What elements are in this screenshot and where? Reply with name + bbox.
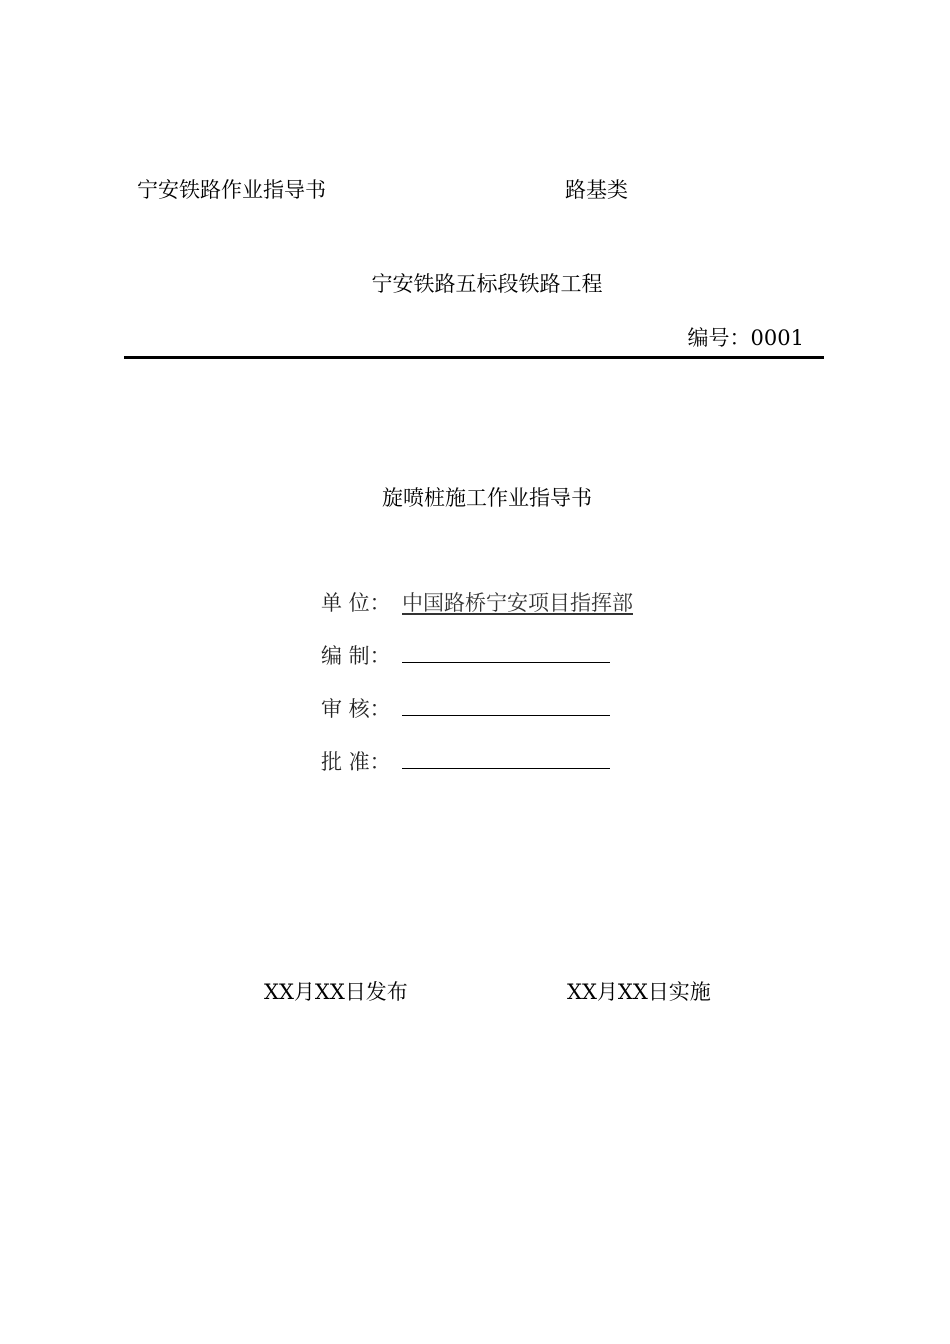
unit-label: 单 位： xyxy=(321,591,391,615)
approved-by-label: 批 准： xyxy=(321,750,391,774)
publish-suffix: 日发布 xyxy=(344,980,408,1004)
document-number-value: 0001 xyxy=(750,326,804,350)
reviewed-by-label: 审 核： xyxy=(321,697,391,721)
document-number-label: 编号： xyxy=(687,326,751,350)
approved-by-line xyxy=(402,768,610,769)
project-title: 宁安铁路五标段铁路工程 xyxy=(371,272,603,296)
publish-date xyxy=(264,976,408,1006)
implement-date xyxy=(567,976,711,1006)
implement-month-unit: 月 xyxy=(596,980,618,1004)
header-left-title: 宁安铁路作业指导书 xyxy=(137,178,326,202)
implement-suffix: 日实施 xyxy=(647,980,711,1004)
publish-month-unit: 月 xyxy=(293,980,315,1004)
implement-month-placeholder: XX xyxy=(567,980,597,1004)
compiled-by-line xyxy=(402,662,610,663)
header-divider xyxy=(124,356,824,359)
publish-month-placeholder: XX xyxy=(264,980,294,1004)
compiled-by-label: 编 制： xyxy=(321,644,391,668)
document-number xyxy=(688,322,804,352)
document-title: 旋喷桩施工作业指导书 xyxy=(382,486,592,510)
header-category: 路基类 xyxy=(565,178,628,202)
reviewed-by-line xyxy=(402,715,610,716)
implement-day-placeholder: XX xyxy=(617,980,648,1004)
publish-day-placeholder: XX xyxy=(314,980,345,1004)
unit-value: 中国路桥宁安项目指挥部 xyxy=(402,591,633,615)
